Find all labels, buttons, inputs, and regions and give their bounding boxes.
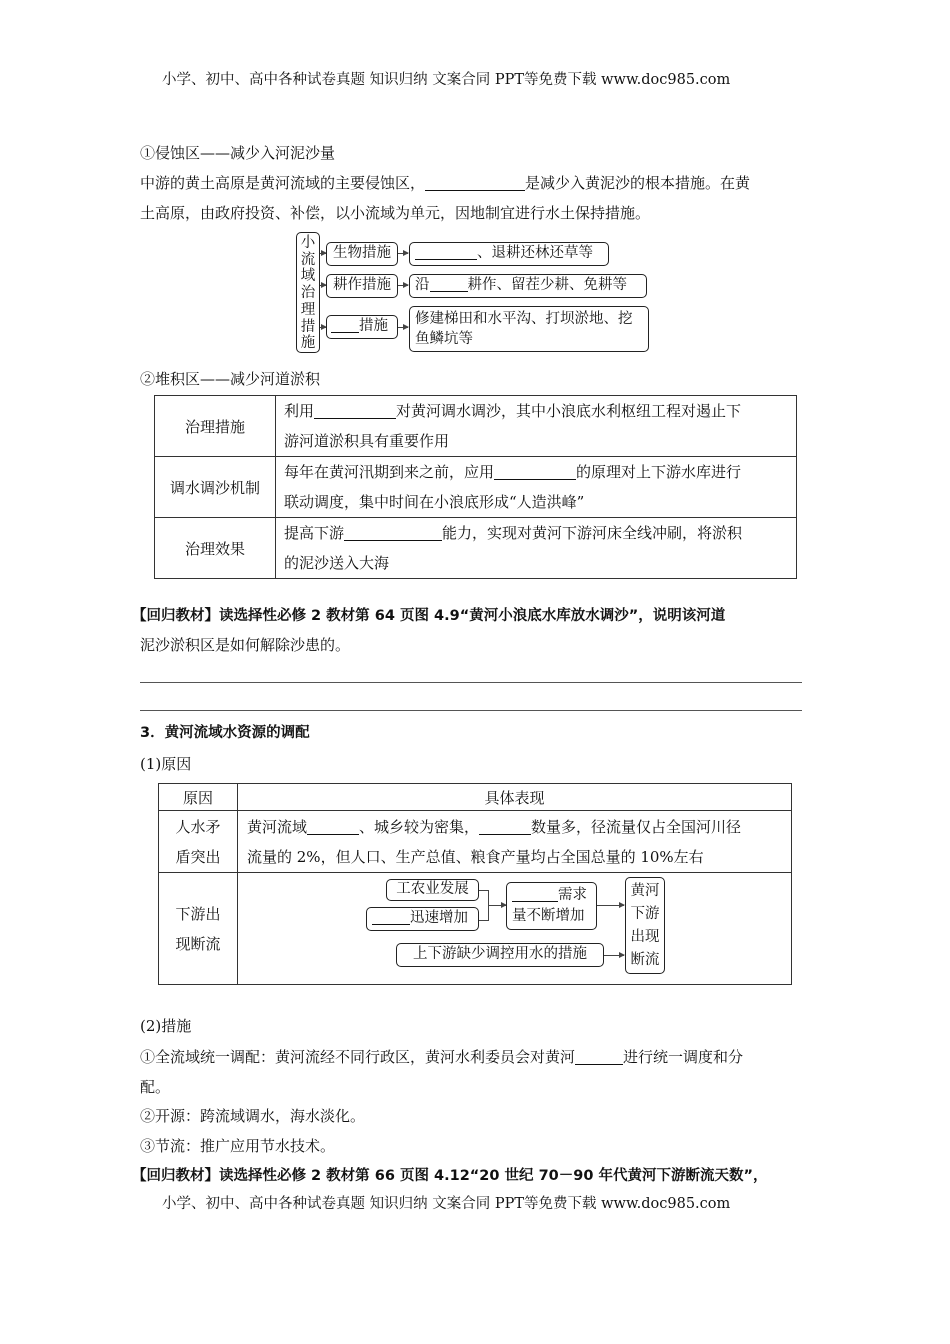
row-label: 治理措施 <box>155 396 276 457</box>
page-footer: 小学、初中、高中各种试卷真题 知识归纳 文案合同 PPT等免费下载 www.doc985.com <box>162 1196 731 1212</box>
row2-label: 下游出 现断流 <box>159 873 238 985</box>
deposition-table <box>154 395 797 579</box>
result-box: 黄河 下游 出现 断流 <box>625 877 665 974</box>
table-header-row <box>159 784 792 811</box>
row1-content: 黄河流域 、城乡较为密集， 数量多，径流量仅占全国河川径 流量的 2%，但人口、生产总值、粮食产量均占全国总量的 10%左右 <box>238 811 792 873</box>
diagram-vertical-label: 小 流 域 治 理 措 施 <box>296 232 320 353</box>
header-detail: 具体表现 <box>238 784 792 811</box>
header-cause: 原因 <box>159 784 238 811</box>
farm-detail-box: 沿 耕作、留茬少耕、免耕等 <box>409 274 647 298</box>
measures-title: (2)措施 <box>140 1017 192 1035</box>
page-header: 小学、初中、高中各种试卷真题 知识归纳 文案合同 PPT等免费下载 www.doc985.com <box>162 72 731 88</box>
table-row <box>155 518 797 579</box>
erosion-text-line2: 土高原，由政府投资、补偿，以小流域为单元，因地制宜进行水土保持措施。 <box>140 204 651 222</box>
industry-box: 工农业发展 <box>386 879 479 901</box>
row-content: 提高下游 能力，实现对黄河下游河床全线冲刷，将淤积 的泥沙送入大海 <box>276 518 797 579</box>
section3-sub1: (1)原因 <box>140 755 192 773</box>
erosion-text-1b: 是减少入黄泥沙的根本措施。在黄 <box>525 174 751 192</box>
table-row <box>155 457 797 518</box>
eng-measure-box: 措施 <box>326 315 398 339</box>
growth-box: 迅速增加 <box>366 907 479 931</box>
measure-1: ①全流域统一调配：黄河流经不同行政区，黄河水利委员会对黄河 进行统一调度和分 <box>140 1048 744 1066</box>
measure-3: ③节流：推广应用节水技术。 <box>140 1137 336 1155</box>
review-tag: 【回归教材】 <box>132 1168 219 1184</box>
row-label: 调水调沙机制 <box>155 457 276 518</box>
erosion-text-1a: 中游的黄土高原是黄河流域的主要侵蚀区， <box>140 174 426 192</box>
table-row <box>159 811 792 873</box>
measure-1-cont: 配。 <box>140 1078 171 1096</box>
review1-text: 读选择性必修 2 教材第 64 页图 4.9“黄河小浪底水库放水调沙”，说明该河道 <box>219 608 726 624</box>
measure-2: ②开源：跨流域调水，海水淡化。 <box>140 1107 366 1125</box>
bio-measure-box: 生物措施 <box>326 242 398 266</box>
lack-measures-box: 上下游缺少调控用水的措施 <box>396 943 604 967</box>
review-tag: 【回归教材】 <box>132 608 219 624</box>
eng-detail-box: 修建梯田和水平沟、打坝淤地、挖 鱼鳞坑等 <box>409 306 649 352</box>
review1-line2: 泥沙淤积区是如何解除沙患的。 <box>140 636 351 654</box>
row-content: 利用 对黄河调水调沙，其中小浪底水利枢纽工程对遏止下 游河道淤积具有重要作用 <box>276 396 797 457</box>
farm-measure-box: 耕作措施 <box>326 274 398 298</box>
deposition-title: ②堆积区——减少河道淤积 <box>140 370 321 388</box>
review1-line1 <box>132 600 725 631</box>
answer-line <box>140 710 802 711</box>
row-content: 每年在黄河汛期到来之前，应用 的原理对上下游水库进行 联动调度，集中时间在小浪底形成“人造洪峰” <box>276 457 797 518</box>
review2-text: 读选择性必修 2 教材第 66 页图 4.12“20 世纪 70－90 年代黄河下游断流天数”， <box>219 1168 768 1184</box>
bio-detail-box: 、退耕还林还草等 <box>409 242 609 266</box>
section3-title: 3．黄河流域水资源的调配 <box>140 725 310 741</box>
review2-line1 <box>132 1160 768 1191</box>
row1-label: 人水矛 盾突出 <box>159 811 238 873</box>
answer-line <box>140 682 802 683</box>
demand-box: 需求 量不断增加 <box>506 882 597 930</box>
erosion-title: ①侵蚀区——减少入河泥沙量 <box>140 144 336 162</box>
answer-blank <box>425 173 525 191</box>
erosion-text-line1 <box>140 168 750 198</box>
table-row <box>155 396 797 457</box>
row-label: 治理效果 <box>155 518 276 579</box>
